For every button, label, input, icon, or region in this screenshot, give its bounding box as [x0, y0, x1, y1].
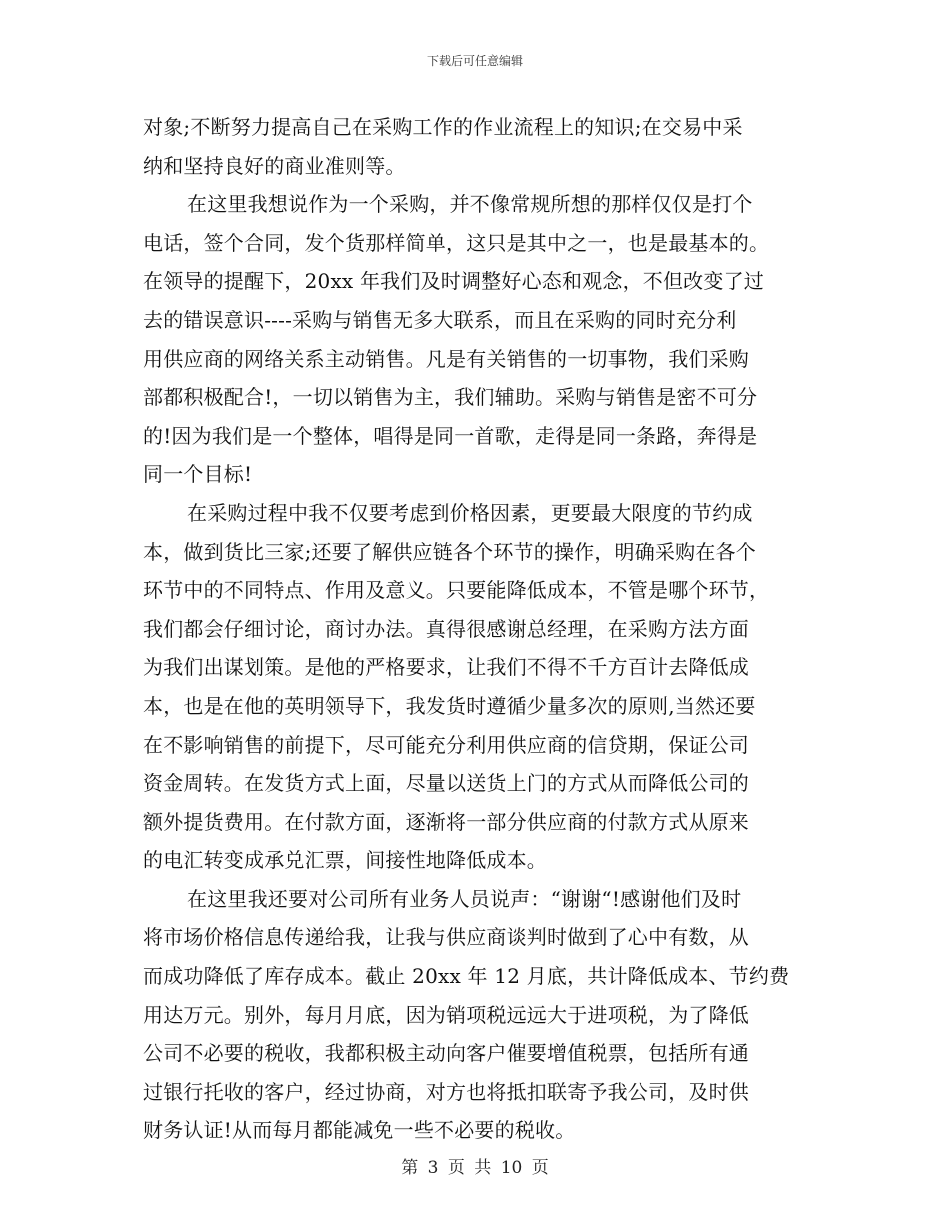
text-line: 本，做到货比三家;还要了解供应链各个环节的操作，明确采购在各个	[143, 539, 756, 564]
text-line: 资金周转。在发货方式上面，尽量以送货上门的方式从而降低公司的	[143, 771, 749, 796]
text-line: 的!因为我们是一个整体，唱得是同一首歌，走得是同一条路，奔得是	[143, 423, 758, 448]
text-line: 将市场价格信息传递给我，让我与供应商谈判时做到了心中有数，从	[143, 925, 749, 950]
text-line: 公司不必要的税收，我都积极主动向客户催要增值税票，包括所有通	[143, 1041, 749, 1066]
text-line: 财务认证!从而每月都能减免一些不必要的税收。	[143, 1118, 576, 1143]
paragraph-first-line: 在这里我想说作为一个采购，并不像常规所想的那样仅仅是打个	[187, 192, 753, 217]
text-line: 纳和坚持良好的商业准则等。	[143, 153, 406, 178]
text-line: 在领导的提醒下，20xx 年我们及时调整好心态和观念，不但改变了过	[143, 269, 764, 294]
text-line: 而成功降低了库存成本。截止 20xx 年 12 月底，共计降低成本、节约费	[143, 964, 790, 989]
text-line: 过银行托收的客户，经过协商，对方也将抵扣联寄予我公司，及时供	[143, 1079, 749, 1104]
text-line: 为我们出谋划策。是他的严格要求，让我们不得不千方百计去降低成	[143, 655, 749, 680]
page-header: 下载后可任意编辑	[426, 54, 523, 68]
page-footer: 第 3 页 共 10 页	[401, 1158, 549, 1178]
paragraph-first-line: 在这里我还要对公司所有业务人员说声：“谢谢“!感谢他们及时	[187, 886, 742, 911]
text-line: 去的错误意识----采购与销售无多大联系，而且在采购的同时充分利	[143, 307, 737, 332]
text-line: 电话，签个合同，发个货那样简单，这只是其中之一，也是最基本的。	[143, 230, 770, 255]
paragraph-first-line: 在采购过程中我不仅要考虑到价格因素，更要最大限度的节约成	[187, 500, 753, 525]
text-line: 额外提货费用。在付款方面，逐渐将一部分供应商的付款方式从原来	[143, 809, 749, 834]
text-line: 用供应商的网络关系主动销售。凡是有关销售的一切事物，我们采购	[143, 346, 749, 371]
text-line: 环节中的不同特点、作用及意义。只要能降低成本，不管是哪个环节，	[143, 578, 770, 603]
text-line: 我们都会仔细讨论，商讨办法。真得很感谢总经理，在采购方法方面	[143, 616, 749, 641]
text-line: 对象;不断努力提高自己在采购工作的作业流程上的知识;在交易中采	[143, 115, 743, 139]
text-line: 本，也是在他的英明领导下，我发货时遵循少量多次的原则,当然还要	[143, 693, 756, 718]
text-line: 的电汇转变成承兑汇票，间接性地降低成本。	[143, 848, 547, 873]
text-line: 在不影响销售的前提下，尽可能充分利用供应商的信贷期，保证公司	[143, 732, 749, 757]
text-line: 部都积极配合!，一切以销售为主，我们辅助。采购与销售是密不可分	[143, 385, 758, 410]
text-line: 用达万元。别外，每月月底，因为销项税远远大于进项税，为了降低	[143, 1002, 749, 1027]
document-body	[143, 108, 808, 1150]
text-line: 同一个目标!	[143, 462, 253, 487]
